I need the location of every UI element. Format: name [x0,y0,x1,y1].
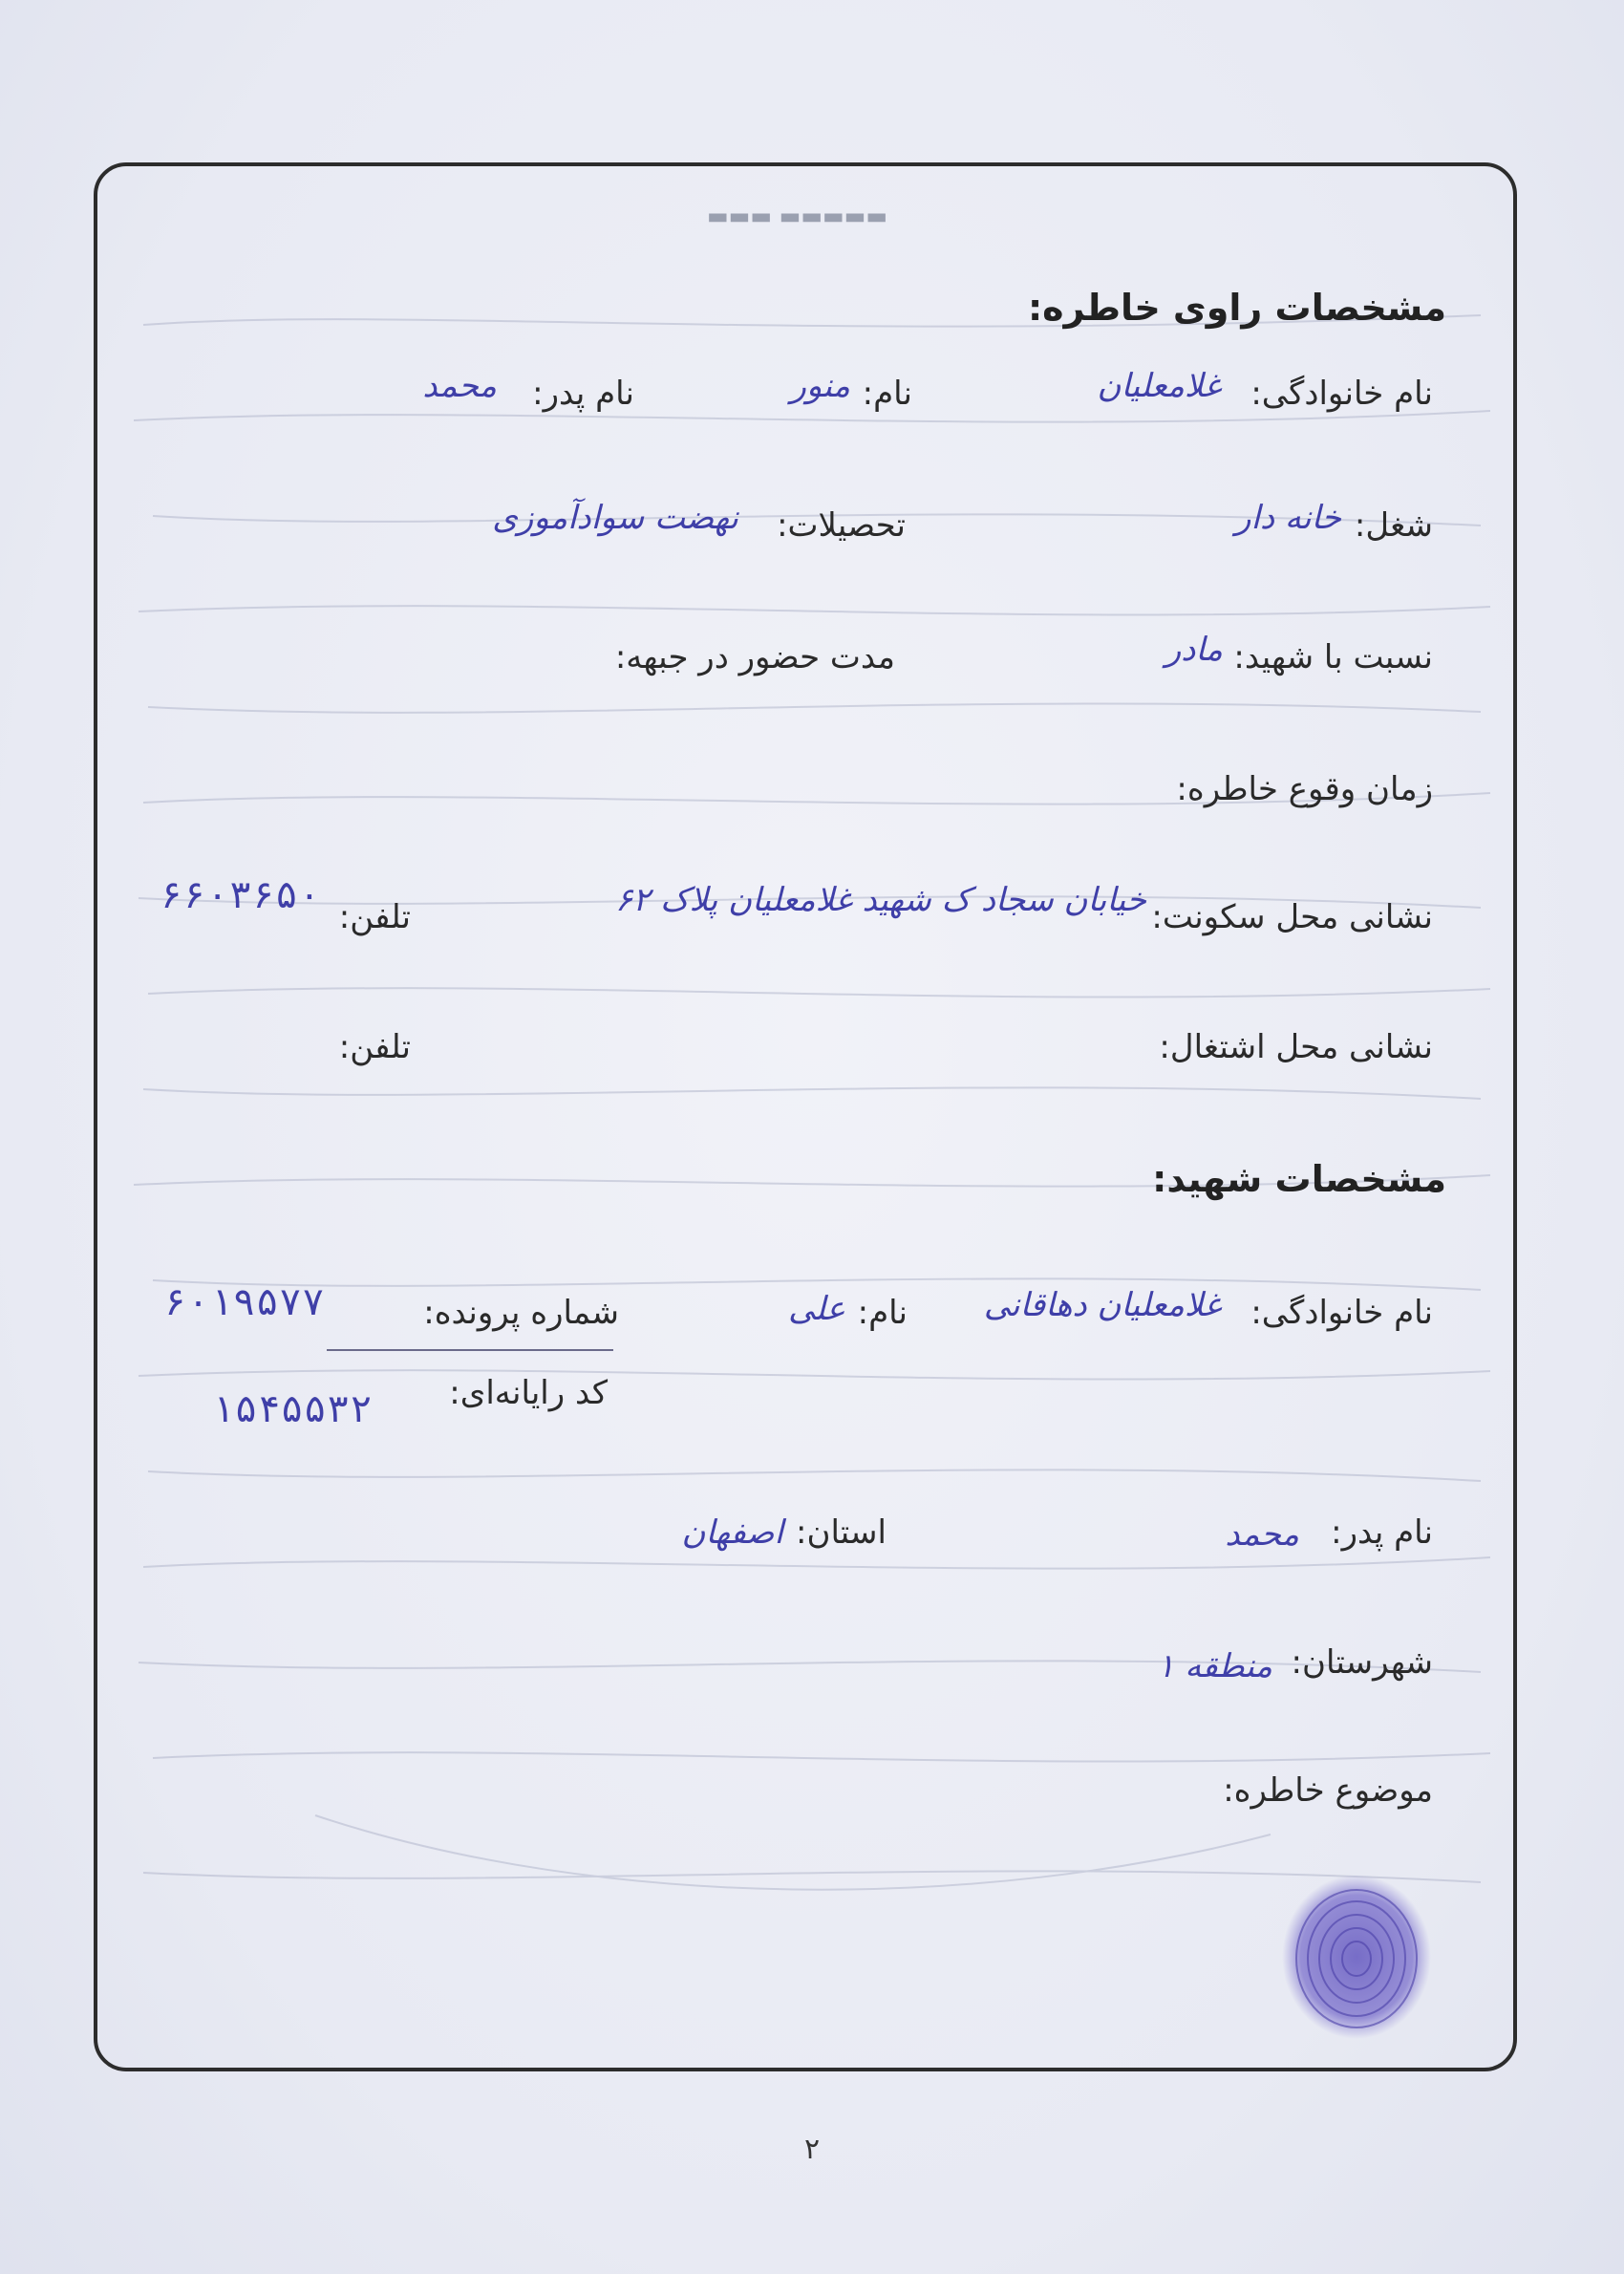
narrator-education-value: نهضت سوادآموزی [492,499,738,537]
martyr-computer-code-label: کد رایانه‌ای: [449,1374,608,1412]
narrator-relation-label: نسبت با شهید: [1233,638,1433,676]
narrator-address-label: نشانی محل سکونت: [1151,898,1433,936]
narrator-relation-value: مادر [1165,631,1223,669]
file-number-underline [327,1349,613,1351]
narrator-work-phone-label: تلفن: [338,1028,411,1066]
martyr-section-heading: مشخصات شهید: [1152,1158,1446,1200]
narrator-front-duration-label: مدت حضور در جبهه: [614,638,895,676]
narrator-education-label: تحصیلات: [777,506,906,545]
narrator-phone-label: تلفن: [338,898,411,936]
narrator-name-label: نام: [862,375,912,413]
narrator-address-value: خیابان سجاد ک شهید غلامعلیان پلاک ۶۲ [614,881,1146,919]
narrator-memory-time-label: زمان وقوع خاطره: [1176,770,1433,808]
martyr-province-value: اصفهان [681,1513,783,1552]
martyr-province-label: استان: [796,1513,887,1552]
bleed-through-header: ▬▬▬▬▬ ▬▬▬ [707,203,888,229]
narrator-father-value: محمد [422,367,497,405]
martyr-father-label: نام پدر: [1331,1513,1433,1552]
narrator-work-address-label: نشانی محل اشتغال: [1159,1028,1433,1066]
martyr-file-number-value: ۶۰۱۹۵۷۷ [163,1280,325,1324]
martyr-name-label: نام: [857,1294,908,1332]
narrator-job-label: شغل: [1354,506,1433,545]
martyr-family-label: نام خانوادگی: [1250,1294,1433,1332]
martyr-file-number-label: شماره پرونده: [423,1294,619,1332]
narrator-name-value: منور [790,367,850,405]
narrator-section-heading: مشخصات راوی خاطره: [1027,287,1446,329]
martyr-name-value: علی [788,1290,845,1328]
narrator-job-value: خانه دار [1235,499,1341,537]
martyr-computer-code-value: ۱۵۴۵۵۳۲ [211,1387,373,1431]
martyr-family-value: غلامعلیان دهاقانی [983,1286,1221,1324]
martyr-city-label: شهرستان: [1291,1643,1433,1682]
narrator-father-label: نام پدر: [532,375,634,413]
narrator-family-value: غلامعلیان [1097,367,1221,405]
fingerprint-stamp [1271,1873,1442,2045]
martyr-father-value: محمد [1225,1515,1299,1554]
martyr-memory-topic-label: موضوع خاطره: [1223,1771,1433,1810]
martyr-city-value: منطقه ۱ [1157,1647,1272,1685]
narrator-family-label: نام خانوادگی: [1250,375,1433,413]
narrator-phone-value: ۶۶۰۳۶۵۰ [160,873,321,917]
page-number: ۲ [803,2133,821,2166]
